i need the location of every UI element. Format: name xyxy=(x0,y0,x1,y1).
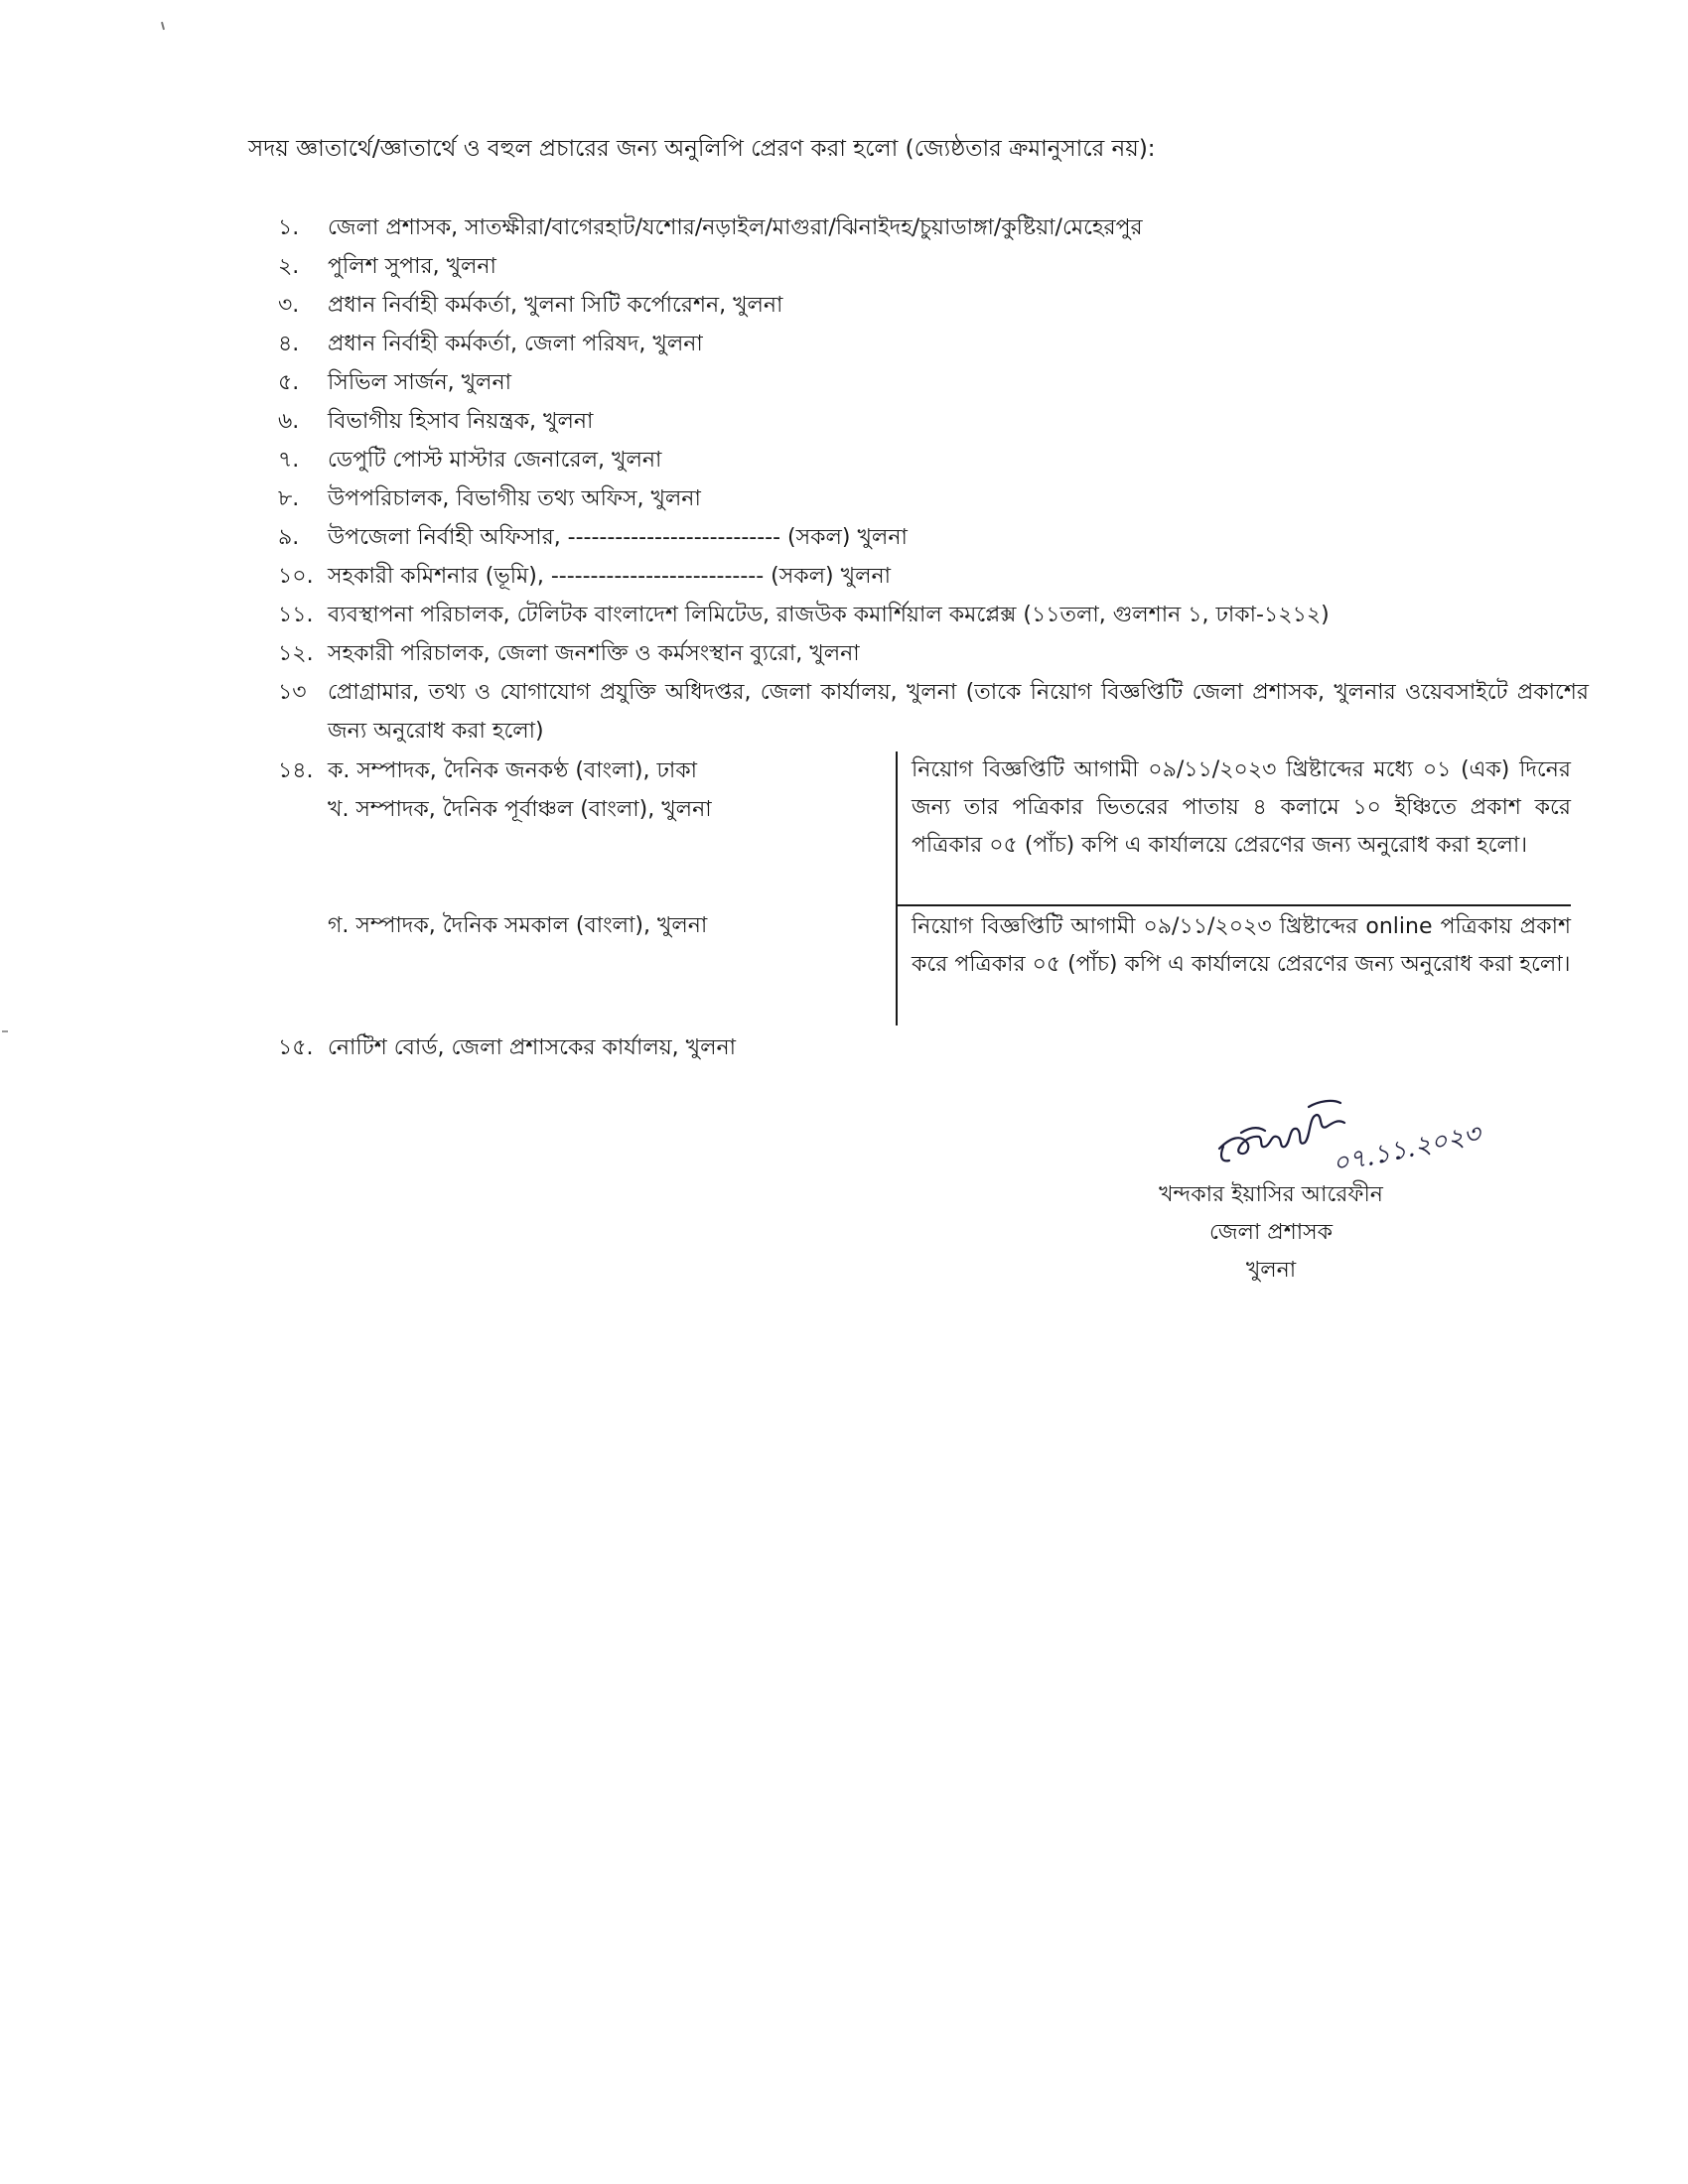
item-text: বিভাগীয় হিসাব নিয়ন্ত্রক, খুলনা xyxy=(328,409,594,434)
item-text: প্রোগ্রামার, তথ্য ও যোগাযোগ প্রযুক্তি অধিদপ্তর, জেলা কার্যালয়, খুলনা (তাকে নিয়োগ বিজ্ঞপ্তিটি জেলা প্রশাসক, খুলনার ওয়েবসাইটে প্রকাশের জন্য অনুরোধ করা হলো) xyxy=(328,680,1589,744)
list-item xyxy=(278,634,1589,673)
item-number: ৫. xyxy=(278,370,300,395)
item-number: ৬. xyxy=(278,409,300,434)
signatory-designation: জেলা প্রশাসক xyxy=(1208,1220,1334,1245)
list-item xyxy=(278,325,1589,363)
newspaper-section xyxy=(278,751,1589,1049)
newspaper-item xyxy=(278,790,874,829)
newspaper-janakantha: ক. সম্পাদক, দৈনিক জনকণ্ঠ (বাংলা), ঢাকা xyxy=(328,758,698,783)
item-text: ব্যবস্থাপনা পরিচালক, টেলিটক বাংলাদেশ লিমিটেড, রাজউক কমার্শিয়াল কমপ্লেক্স (১১তলা, গুলশান ১, ঢাকা-১২১২) xyxy=(328,603,1330,627)
list-item xyxy=(278,479,1589,518)
list-item xyxy=(278,247,1589,286)
list-item xyxy=(278,402,1589,441)
item-text: উপজেলা নির্বাহী অফিসার, --------------------------- (সকল) খুলনা xyxy=(328,525,908,550)
item-number: ১৩ xyxy=(278,680,307,705)
scan-mark xyxy=(2,1030,8,1032)
list-item xyxy=(278,286,1589,325)
item-text: সিভিল সার্জন, খুলনা xyxy=(328,370,511,395)
item-number: ১. xyxy=(278,215,300,240)
distribution-list xyxy=(278,208,1589,751)
item-number: ৪. xyxy=(278,332,300,356)
item-text: ডেপুটি পোস্ট মাস্টার জেনারেল, খুলনা xyxy=(328,448,662,473)
signatory-block xyxy=(1112,1176,1430,1290)
item-text: প্রধান নির্বাহী কর্মকর্তা, খুলনা সিটি কর্পোরেশন, খুলনা xyxy=(328,293,783,318)
scan-mark xyxy=(161,22,165,30)
item-number: ৩. xyxy=(278,293,300,318)
newspaper-samakal: গ. সম্পাদক, দৈনিক সমকাল (বাংলা), খুলনা xyxy=(328,913,708,938)
distribution-intro: সদয় জ্ঞাতার্থে/জ্ঞাতার্থে ও বহুল প্রচারের জন্য অনুলিপি প্রেরণ করা হলো (জ্যেষ্ঠতার ক্রমানুসারে নয়): xyxy=(248,136,1156,162)
newspaper-item xyxy=(278,906,874,945)
online-instruction-note: নিয়োগ বিজ্ঞপ্তিটি আগামী ০৯/১১/২০২৩ খ্রিষ্টাব্দের online পত্রিকায় প্রকাশ করে পত্রিকার ০৫ (পাঁচ) কপি এ কার্যালয়ে প্রেরণের জন্য অনুরোধ করা হলো। xyxy=(896,906,1571,1025)
list-item xyxy=(278,673,1589,751)
item-number: ১৫. xyxy=(278,1035,314,1060)
item-number: ১২. xyxy=(278,641,314,666)
handwritten-signature xyxy=(1201,1077,1499,1186)
item-number: ১১. xyxy=(278,603,314,627)
list-item xyxy=(278,596,1589,634)
list-item xyxy=(278,441,1589,479)
item-number: ১৪. xyxy=(278,758,314,783)
item-number: ৯. xyxy=(278,525,300,550)
item-number: ৮. xyxy=(278,486,300,511)
item-number: ২. xyxy=(278,254,300,279)
print-instruction-note: নিয়োগ বিজ্ঞপ্তিটি আগামী ০৯/১১/২০২৩ খ্রিষ্টাব্দের মধ্যে ০১ (এক) দিনের জন্য তার পত্রিকার ভিতরের পাতায় ৪ কলামে ১০ ইঞ্চিতে প্রকাশ করে পত্রিকার ০৫ (পাঁচ) কপি এ কার্যালয়ে প্রেরণের জন্য অনুরোধ করা হলো। xyxy=(896,751,1571,906)
list-item xyxy=(278,208,1589,247)
newspaper-item xyxy=(278,751,874,790)
signatory-name: খন্দকার ইয়াসির আরেফীন xyxy=(1159,1182,1383,1207)
item-text: নোটিশ বোর্ড, জেলা প্রশাসকের কার্যালয়, খুলনা xyxy=(328,1035,737,1060)
item-text: পুলিশ সুপার, খুলনা xyxy=(328,254,496,279)
list-item xyxy=(278,363,1589,402)
item-number: ৭. xyxy=(278,448,300,473)
item-text: সহকারী কমিশনার (ভূমি), --------------------------- (সকল) খুলনা xyxy=(328,564,891,589)
item-text: উপপরিচালক, বিভাগীয় তথ্য অফিস, খুলনা xyxy=(328,486,701,511)
item-text: জেলা প্রশাসক, সাতক্ষীরা/বাগেরহাট/যশোর/নড়াইল/মাগুরা/ঝিনাইদহ/চুয়াডাঙ্গা/কুষ্টিয়া/মেহেরপুর xyxy=(328,215,1143,240)
signatory-location: খুলনা xyxy=(1245,1258,1297,1283)
signature-date: ০৭.১১.২০২৩ xyxy=(1330,1119,1483,1180)
item-text: প্রধান নির্বাহী কর্মকর্তা, জেলা পরিষদ, খুলনা xyxy=(328,332,703,356)
newspaper-list xyxy=(278,751,874,945)
item-number: ১০. xyxy=(278,564,314,589)
list-item xyxy=(278,1028,736,1067)
item-text: সহকারী পরিচালক, জেলা জনশক্তি ও কর্মসংস্থান ব্যুরো, খুলনা xyxy=(328,641,860,666)
list-item xyxy=(278,518,1589,557)
list-item xyxy=(278,557,1589,596)
newspaper-purbanchal: খ. সম্পাদক, দৈনিক পূর্বাঞ্চল (বাংলা), খুলনা xyxy=(328,797,712,822)
